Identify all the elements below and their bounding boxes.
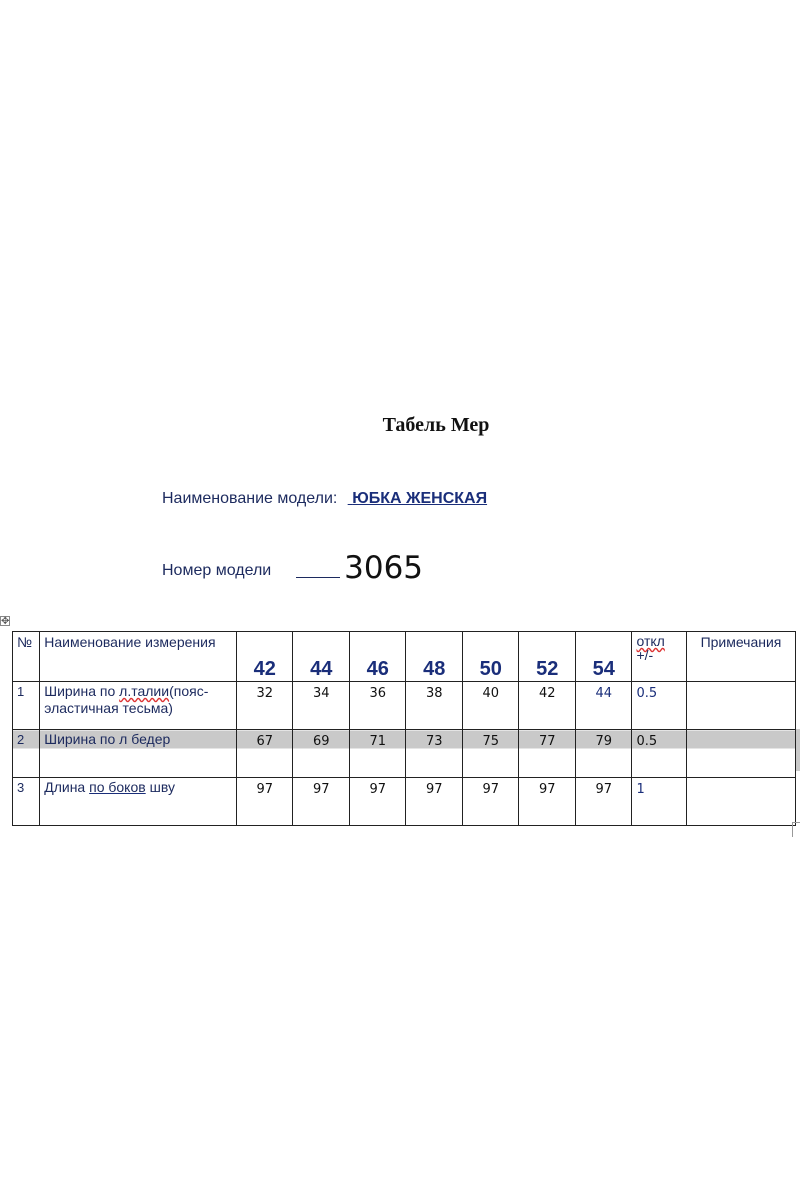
value-cell: 32 [236, 682, 293, 730]
row-highlight-overflow [796, 729, 800, 771]
table-row [13, 682, 796, 730]
measurement-name [40, 682, 237, 730]
header-notes: Примечания [686, 632, 795, 682]
value-cell: 75 [462, 730, 519, 778]
model-number-value: 3065 [344, 550, 424, 586]
value-cell: 44 [575, 682, 632, 730]
table-move-handle-icon[interactable]: ✥ [1, 616, 10, 627]
value-cell: 67 [236, 730, 293, 778]
value-cell: 77 [519, 730, 576, 778]
header-size-44: 44 [293, 632, 350, 682]
value-cell: 69 [293, 730, 350, 778]
value-cell: 73 [406, 730, 463, 778]
row-number: 1 [13, 682, 40, 730]
tolerance-cell: 1 [632, 778, 686, 826]
value-cell: 97 [575, 778, 632, 826]
value-cell: 97 [236, 778, 293, 826]
value-cell: 97 [349, 778, 406, 826]
tolerance-cell: 0.5 [632, 730, 686, 778]
table-row [13, 778, 796, 826]
measurement-name-part: Длина [44, 779, 90, 795]
measurement-name: Ширина по л бедер [40, 730, 237, 778]
measurement-name [40, 778, 237, 826]
measurement-name-part: (пояс-эластичная тесьма) [44, 683, 209, 716]
tolerance-cell: 0.5 [632, 682, 686, 730]
header-size-48: 48 [406, 632, 463, 682]
model-number-underline [296, 577, 340, 578]
measurement-name-part: л.талии [119, 683, 170, 699]
model-name-label: Наименование модели: [162, 490, 338, 507]
value-cell: 79 [575, 730, 632, 778]
value-cell: 97 [519, 778, 576, 826]
header-tolerance-sign: +/- [636, 647, 654, 663]
value-cell: 34 [293, 682, 350, 730]
header-num: № [13, 632, 40, 682]
header-tolerance-word: откл [636, 633, 665, 649]
header-size-46: 46 [349, 632, 406, 682]
value-cell: 38 [406, 682, 463, 730]
header-tolerance [632, 632, 686, 682]
model-number-line [162, 550, 424, 586]
document-title: Табель Мер [382, 414, 490, 436]
measurement-name-part: шву [145, 779, 175, 795]
model-number-label: Номер модели [162, 562, 272, 579]
model-name-line [162, 490, 487, 508]
model-name-value: ЮБКА ЖЕНСКАЯ [352, 490, 488, 507]
row-number: 3 [13, 778, 40, 826]
header-size-42: 42 [236, 632, 293, 682]
header-size-54: 54 [575, 632, 632, 682]
value-cell: 97 [406, 778, 463, 826]
header-size-50: 50 [462, 632, 519, 682]
value-cell: 42 [519, 682, 576, 730]
row-number: 2 [13, 730, 40, 778]
table-header-row [13, 632, 796, 682]
measurement-table [12, 631, 796, 826]
measurement-name-part: по боков [89, 779, 146, 795]
note-cell [686, 682, 795, 730]
header-name: Наименование измерения [40, 632, 237, 682]
value-cell: 36 [349, 682, 406, 730]
value-cell: 97 [293, 778, 350, 826]
header-size-52: 52 [519, 632, 576, 682]
note-cell [686, 778, 795, 826]
value-cell: 97 [462, 778, 519, 826]
measurement-name-part: Ширина по [44, 683, 120, 699]
table-row [13, 730, 796, 778]
table-resize-handle[interactable] [792, 822, 800, 837]
value-cell: 40 [462, 682, 519, 730]
value-cell: 71 [349, 730, 406, 778]
note-cell [686, 730, 795, 778]
